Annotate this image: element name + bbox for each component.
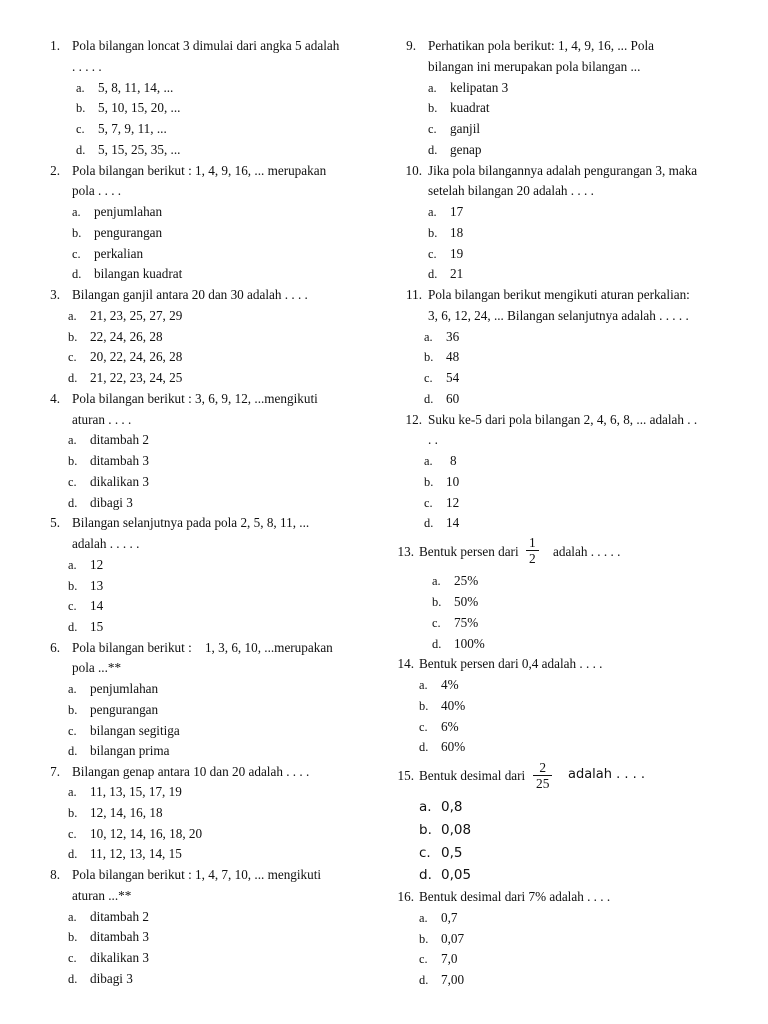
option-letter: d. [72, 267, 82, 281]
question-number: 3. [50, 287, 60, 302]
option-text: kuadrat [450, 100, 490, 115]
option-text: 75% [454, 615, 479, 630]
option-letter: a. [432, 574, 441, 588]
option-text: 100% [454, 636, 485, 651]
option-text: 0,05 [441, 867, 472, 883]
question-text: adalah . . . . . [553, 544, 621, 559]
option-letter: b. [419, 932, 429, 946]
option-letter: b. [72, 226, 82, 240]
option-text: ganjil [450, 121, 481, 136]
option-letter: d. [428, 143, 438, 157]
option-letter: a. [424, 330, 433, 344]
question-number: 1. [50, 38, 60, 53]
option-text: 0,7 [441, 910, 458, 925]
option-letter: d. [432, 637, 442, 651]
option-letter: d. [419, 973, 429, 987]
option-letter: c. [76, 122, 85, 136]
option-text: 12 [90, 557, 104, 572]
option-text: dikalikan 3 [90, 950, 149, 965]
option-letter: a. [68, 785, 77, 799]
question-text: Bentuk desimal dari [419, 768, 526, 783]
question-number: 14. [397, 656, 414, 671]
option-text: 11, 12, 13, 14, 15 [90, 846, 182, 861]
question-text: Pola bilangan loncat 3 dimulai dari angka 5 adalah [72, 38, 340, 53]
option-text: 21 [450, 266, 464, 281]
fraction-denominator: 25 [536, 776, 550, 791]
option-text: 12 [446, 495, 460, 510]
option-text: bilangan prima [90, 743, 170, 758]
option-letter: c. [68, 475, 77, 489]
option-letter: d. [68, 972, 78, 986]
option-letter: a. [68, 433, 77, 447]
option-text: 60 [446, 391, 460, 406]
fraction-numerator: 2 [539, 760, 547, 775]
question-number: 7. [50, 764, 60, 779]
option-text: 54 [446, 370, 460, 385]
option-letter: b. [428, 226, 438, 240]
option-text: 21, 23, 25, 27, 29 [90, 308, 183, 323]
option-letter: c. [432, 616, 441, 630]
option-letter: d. [68, 620, 78, 634]
option-text: 12, 14, 16, 18 [90, 805, 163, 820]
option-letter: c. [419, 845, 431, 861]
option-letter: b. [432, 595, 442, 609]
option-text: penjumlahan [90, 681, 159, 696]
option-letter: c. [424, 371, 433, 385]
option-text: 5, 7, 9, 11, ... [98, 121, 167, 136]
question-text: pola . . . . [72, 183, 122, 198]
option-text: 7,0 [441, 951, 458, 966]
question-text: adalah . . . . . [72, 536, 140, 551]
option-text: 0,5 [441, 845, 463, 861]
option-text: ditambah 2 [90, 432, 149, 447]
option-letter: b. [68, 579, 78, 593]
option-letter: a. [428, 205, 437, 219]
option-letter: b. [419, 699, 429, 713]
option-letter: a. [76, 81, 85, 95]
option-letter: c. [68, 827, 77, 841]
question-text: Pola bilangan berikut : 1, 4, 9, 16, ... merupakan [72, 163, 327, 178]
question-text: Bentuk desimal dari 7% adalah . . . . [419, 889, 611, 904]
option-letter: b. [68, 454, 78, 468]
option-letter: a. [68, 910, 77, 924]
question-text: 3, 6, 12, 24, ... Bilangan selanjutnya adalah . . . . . [428, 308, 689, 323]
option-letter: a. [419, 799, 432, 815]
option-text: penjumlahan [94, 204, 163, 219]
option-letter: c. [428, 247, 437, 261]
question-number: 6. [50, 640, 60, 655]
option-letter: b. [68, 806, 78, 820]
option-letter: d. [76, 143, 86, 157]
question-text: Bentuk persen dari [419, 544, 519, 559]
option-text: 22, 24, 26, 28 [90, 329, 163, 344]
fraction-denominator: 2 [529, 551, 536, 566]
question-number: 5. [50, 515, 60, 530]
option-text: 4% [441, 677, 459, 692]
option-text: 19 [450, 246, 464, 261]
option-letter: b. [424, 475, 434, 489]
question-number: 12. [405, 412, 422, 427]
question-number: 16. [397, 889, 414, 904]
option-text: 17 [450, 204, 464, 219]
option-text: 13 [90, 578, 104, 593]
option-letter: d. [68, 496, 78, 510]
option-text: 60% [441, 739, 466, 754]
question-number: 11. [406, 287, 422, 302]
option-letter: b. [68, 330, 78, 344]
option-letter: a. [72, 205, 81, 219]
option-text: bilangan kuadrat [94, 266, 183, 281]
fraction-numerator: 1 [529, 535, 536, 550]
option-letter: a. [68, 558, 77, 572]
question-text: aturan . . . . [72, 412, 132, 427]
option-letter: d. [424, 516, 434, 530]
question-text: aturan ...** [72, 888, 132, 903]
option-letter: a. [68, 309, 77, 323]
option-text: 0,08 [441, 822, 472, 838]
question-number: 2. [50, 163, 60, 178]
question-text: bilangan ini merupakan pola bilangan ... [428, 59, 641, 74]
question-number: 10. [405, 163, 422, 178]
option-letter: d. [68, 744, 78, 758]
option-letter: a. [419, 678, 428, 692]
option-text: 40% [441, 698, 466, 713]
option-letter: a. [424, 454, 433, 468]
option-text: genap [450, 142, 482, 157]
question-number: 15. [397, 768, 414, 783]
question-text: Bilangan selanjutnya pada pola 2, 5, 8, 11, ... [72, 515, 310, 530]
option-text: 25% [454, 573, 479, 588]
option-text: pengurangan [90, 702, 159, 717]
question-text: Bilangan ganjil antara 20 dan 30 adalah . . . . [72, 287, 308, 302]
option-text: 8 [450, 453, 457, 468]
option-text: bilangan segitiga [90, 723, 180, 738]
option-letter: c. [68, 724, 77, 738]
option-text: 18 [450, 225, 464, 240]
option-text: pengurangan [94, 225, 163, 240]
option-text: ditambah 3 [90, 929, 149, 944]
question-number: 13. [397, 544, 414, 559]
option-letter: a. [428, 81, 437, 95]
question-text: Bilangan genap antara 10 dan 20 adalah . . . . [72, 764, 310, 779]
question-text: adalah . . . . [568, 767, 646, 782]
option-text: dikalikan 3 [90, 474, 149, 489]
question-text: Pola bilangan berikut : 3, 6, 9, 12, ...mengikuti [72, 391, 318, 406]
option-letter: b. [68, 703, 78, 717]
option-text: 21, 22, 23, 24, 25 [90, 370, 183, 385]
option-text: 6% [441, 719, 459, 734]
option-text: perkalian [94, 246, 144, 261]
question-number: 8. [50, 867, 60, 882]
option-letter: c. [68, 599, 77, 613]
question-text: pola ...** [72, 660, 122, 675]
option-text: 48 [446, 349, 460, 364]
option-letter: b. [419, 822, 432, 838]
option-text: dibagi 3 [90, 971, 133, 986]
option-text: 11, 13, 15, 17, 19 [90, 784, 182, 799]
option-letter: b. [76, 101, 86, 115]
option-text: 50% [454, 594, 479, 609]
option-text: 10 [446, 474, 460, 489]
question-text: setelah bilangan 20 adalah . . . . [428, 183, 594, 198]
fraction [533, 760, 552, 791]
option-letter: b. [428, 101, 438, 115]
question-text: Pola bilangan berikut : 1, 4, 7, 10, ... mengikuti [72, 867, 322, 882]
option-text: 7,00 [441, 972, 465, 987]
question-text: Suku ke-5 dari pola bilangan 2, 4, 6, 8, ... adalah . . [428, 412, 698, 427]
option-text: 14 [90, 598, 104, 613]
option-letter: d. [419, 867, 432, 883]
question-text: Perhatikan pola berikut: 1, 4, 9, 16, ... Pola [428, 38, 654, 53]
option-text: 0,07 [441, 931, 465, 946]
option-letter: b. [68, 930, 78, 944]
option-letter: d. [68, 371, 78, 385]
option-letter: c. [72, 247, 81, 261]
option-text: 14 [446, 515, 460, 530]
option-text: 20, 22, 24, 26, 28 [90, 349, 183, 364]
option-text: 15 [90, 619, 104, 634]
option-text: kelipatan 3 [450, 80, 509, 95]
option-letter: d. [68, 847, 78, 861]
question-text: . . [428, 432, 438, 447]
option-text: 0,8 [441, 799, 463, 815]
question-number: 9. [406, 38, 416, 53]
option-text: 5, 8, 11, 14, ... [98, 80, 174, 95]
option-text: 36 [446, 329, 460, 344]
option-text: 5, 15, 25, 35, ... [98, 142, 181, 157]
option-letter: d. [419, 740, 429, 754]
option-letter: c. [428, 122, 437, 136]
question-number: 4. [50, 391, 60, 406]
option-text: ditambah 2 [90, 909, 149, 924]
option-letter: d. [428, 267, 438, 281]
option-text: ditambah 3 [90, 453, 149, 468]
question-text: Pola bilangan berikut : 1, 3, 6, 10, ...merupakan [72, 640, 333, 655]
option-text: 10, 12, 14, 16, 18, 20 [90, 826, 203, 841]
option-letter: c. [424, 496, 433, 510]
question-text: Bentuk persen dari 0,4 adalah . . . . [419, 656, 603, 671]
option-text: 5, 10, 15, 20, ... [98, 100, 181, 115]
option-letter: a. [68, 682, 77, 696]
fraction [526, 535, 539, 566]
option-letter: b. [424, 350, 434, 364]
option-letter: d. [424, 392, 434, 406]
option-text: dibagi 3 [90, 495, 133, 510]
question-text: . . . . . [72, 59, 102, 74]
option-letter: c. [419, 952, 428, 966]
question-text: Pola bilangan berikut mengikuti aturan perkalian: [428, 287, 690, 302]
option-letter: c. [68, 951, 77, 965]
option-letter: c. [68, 350, 77, 364]
option-letter: a. [419, 911, 428, 925]
option-letter: c. [419, 720, 428, 734]
question-text: Jika pola bilangannya adalah pengurangan 3, maka [428, 163, 698, 178]
